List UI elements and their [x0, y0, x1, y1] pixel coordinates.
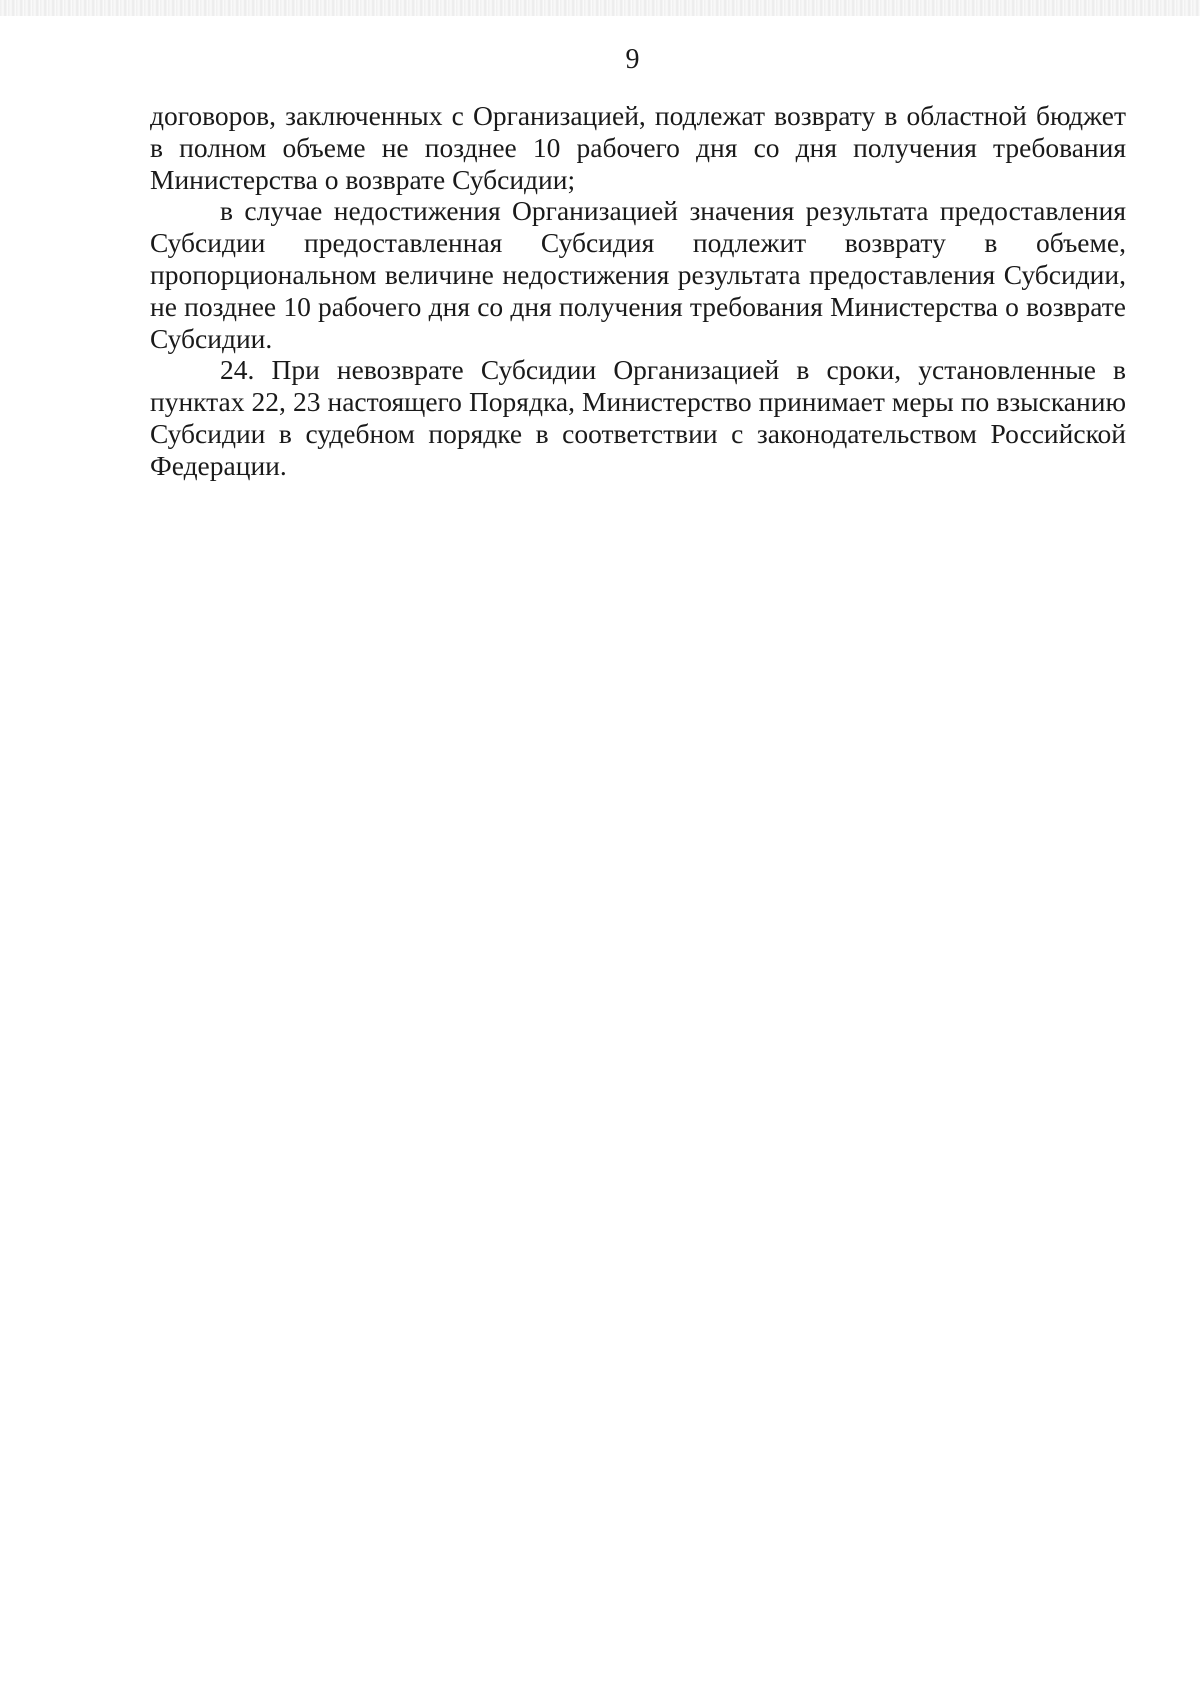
paragraph-continuation: договоров, заключенных с Организацией, подлежат возврату в областной бюджет в полном объеме не позднее 10 рабочего дня со дня получения требования Министерства о возврате Субсидии;	[150, 100, 1126, 195]
paragraph-non-achievement: в случае недостижения Организацией значения результата предоставления Субсидии предоставленная Субсидия подлежит возврату в объеме, пропорциональном величине недостижения результата предоставления Субсидии, не позднее 10 рабочего дня со дня получения требования Министерства о возврате Субсидии.	[150, 195, 1126, 354]
paragraph-24: 24. При невозврате Субсидии Организацией в сроки, установленные в пунктах 22, 23 настоящего Порядка, Министерство принимает меры по взысканию Субсидии в судебном порядке в соответствии с законодательством Российской Федерации.	[150, 354, 1126, 481]
document-body	[150, 100, 1126, 482]
scan-edge-artifact	[0, 0, 1200, 16]
page-number: 9	[625, 44, 640, 75]
